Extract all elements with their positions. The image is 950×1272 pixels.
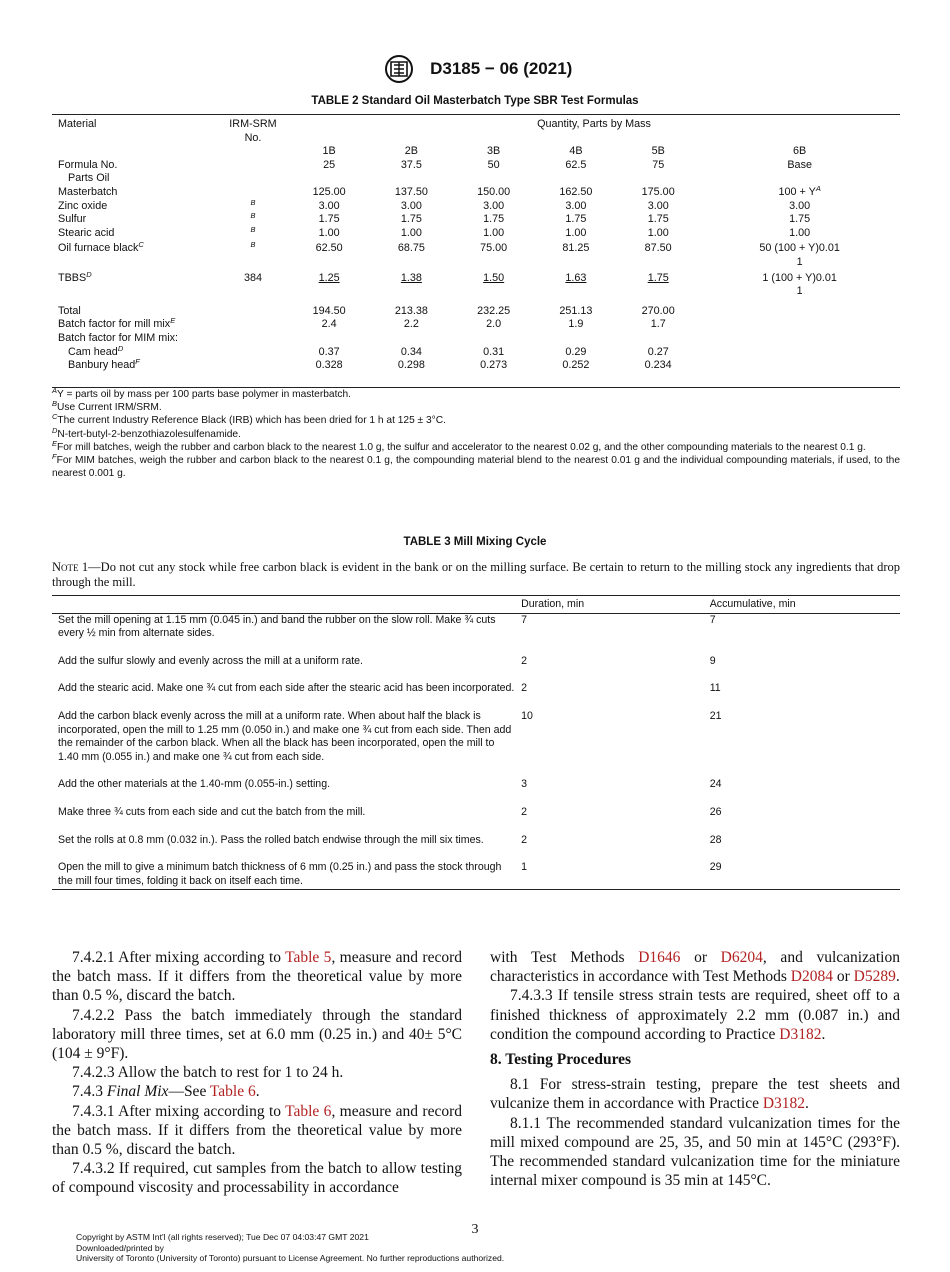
value-cell: 3.00	[565, 199, 587, 212]
value-cell: 2.2	[403, 318, 419, 331]
value-cell: 1	[796, 285, 803, 298]
note-label: Note 1	[52, 560, 89, 574]
table-row	[52, 159, 900, 173]
value-cell: 1.63	[565, 271, 587, 284]
footnote-mark: B	[250, 240, 256, 250]
value-cell	[288, 172, 370, 186]
body-left-column	[52, 948, 462, 1198]
material-cell: Oil furnace black$^C$	[58, 240, 144, 255]
value-cell	[699, 359, 900, 387]
table-row	[52, 806, 900, 834]
footnote-mark: A	[52, 386, 58, 395]
value-cell: 2.4	[321, 318, 337, 331]
footnote: $^B$Use Current IRM/SRM.	[52, 399, 162, 414]
link-d5289[interactable]: D5289	[853, 968, 896, 986]
value-cell: 213.38	[394, 304, 428, 317]
value-cell	[617, 285, 699, 299]
table-row	[52, 299, 900, 319]
irm-cell: 384	[243, 271, 262, 284]
para-7-4-3-3: 7.4.3.3 If tensile stress strain tests are required, sheet off to a finished thickness of approximately 2.2 mm (0.087 in.) and condition the compound according to Practice D3182.	[490, 987, 900, 1043]
link-table-6[interactable]: Table 6	[209, 1083, 256, 1101]
accum-cell: 26	[709, 805, 722, 818]
para-7-4-3: 7.4.3 Final Mix—See Table 6.	[72, 1083, 260, 1101]
material-cell: Stearic acid	[58, 226, 115, 239]
material-cell: Cam head$^D$	[68, 343, 124, 358]
footnote-mark: E	[52, 438, 58, 448]
table3-note	[52, 560, 900, 590]
value-cell: 0.31	[483, 345, 505, 358]
value-cell: 1.75	[318, 213, 340, 226]
link-d1646[interactable]: D1646	[638, 949, 681, 966]
value-cell	[535, 172, 617, 186]
accum-cell: 28	[709, 833, 722, 846]
irm-cell	[218, 240, 288, 256]
table-row	[52, 285, 900, 299]
table-row	[52, 613, 900, 655]
value-cell	[535, 285, 617, 299]
table3	[52, 595, 900, 890]
value-cell	[535, 256, 617, 270]
para-8-1: 8.1 For stress-strain testing, prepare the test sheets and vulcanize them in accordance with Practice D3182.	[490, 1076, 900, 1113]
table2-title: TABLE 2 Standard Oil Masterbatch Type SBR Test Formulas	[311, 95, 639, 107]
value-cell: 1	[796, 255, 803, 268]
material-cell: Formula No.	[58, 158, 118, 171]
value-cell: 1.00	[565, 226, 587, 239]
duration-cell: 3	[521, 778, 527, 791]
accum-cell: 7	[709, 613, 716, 626]
page-number: 3	[471, 1222, 479, 1237]
value-cell: 81.25	[562, 242, 590, 255]
value-cell: 137.50	[394, 185, 428, 198]
para-7-4-3-2: 7.4.3.2 If required, cut samples from the batch to allow testing of compound viscosity and processability in accordance	[52, 1160, 462, 1197]
value-cell	[370, 332, 452, 346]
duration-cell: 2	[521, 654, 527, 667]
note-text: —Do not cut any stock while free carbon black is evident in the bank or on the milling surface. Be certain to return to the milling stock any ingredients that drop through the mill.	[52, 560, 900, 589]
table-row	[52, 227, 900, 241]
step-cell: Add the carbon black evenly across the mill at a uniform rate. When about half the black is incorporated, open the mill to 1.25 mm (0.050 in.) and make one ¾ cut from each side. Then add the remainder of the carbon black. When all the black has been incorporated, open the mill to 1.40 mm (0.055 in.) and make one ¾ cut from each side.	[58, 709, 512, 763]
value-cell: 1.00	[318, 226, 340, 239]
value-cell: 1.00	[400, 226, 422, 239]
table-row	[52, 172, 900, 186]
value-cell	[535, 332, 617, 346]
footnote-mark: F	[135, 357, 140, 367]
table2	[52, 114, 900, 388]
duration-cell: 2	[521, 805, 527, 818]
link-d3182-b[interactable]: D3182	[762, 1095, 806, 1113]
astm-logo-icon	[378, 54, 420, 84]
value-cell: 3.00	[789, 199, 811, 212]
value-cell: 1.00	[483, 226, 505, 239]
footnote-mark: D	[117, 343, 124, 353]
value-cell: 3.00	[483, 199, 505, 212]
footnote-mark: E	[170, 316, 176, 326]
col-duration-header: Duration, min	[521, 596, 710, 614]
value-cell: 3.00	[647, 199, 669, 212]
value-cell: 3.00	[400, 199, 422, 212]
value-cell: 150.00	[477, 185, 511, 198]
value-cell: 1.75	[647, 213, 669, 226]
footnote-mark: A	[815, 183, 821, 193]
accum-cell: 11	[709, 682, 721, 695]
col-quantity-header: Quantity, Parts by Mass	[288, 115, 900, 146]
accum-cell: 29	[710, 861, 900, 890]
value-cell: 1.75	[789, 213, 811, 226]
footnote: $^D$N-tert-butyl-2-benzothiazolesulfenamide.	[52, 425, 241, 440]
duration-cell: 7	[521, 613, 527, 626]
value-cell	[370, 285, 452, 299]
value-cell	[699, 172, 900, 186]
document-id: D3185 − 06 (2021)	[430, 59, 573, 78]
irm-cell	[218, 318, 288, 332]
footnote-mark: D	[52, 425, 58, 435]
irm-cell	[218, 172, 288, 186]
formula-header: 2B	[404, 145, 418, 158]
formula-header: 3B	[487, 145, 501, 158]
value-cell	[453, 256, 535, 270]
value-cell: 25	[323, 158, 336, 171]
value-cell: 62.50	[315, 242, 343, 255]
irm-cell	[218, 256, 288, 270]
table-row	[52, 359, 900, 387]
material-cell: Banbury head$^F$	[52, 359, 218, 387]
value-cell: 0.27	[647, 345, 669, 358]
value-cell	[699, 332, 900, 346]
material-cell: Total	[58, 304, 81, 317]
value-cell: 0.298	[370, 359, 452, 387]
step-cell: Add the stearic acid. Make one ¾ cut from each side after the stearic acid has been incorporated.	[58, 682, 515, 695]
link-table-6-b[interactable]: Table 6	[285, 1102, 332, 1120]
col-accum-header: Accumulative, min	[710, 596, 900, 614]
table2-body	[52, 159, 900, 387]
value-cell	[288, 256, 370, 270]
value-cell: 0.273	[453, 359, 535, 387]
footnote: $^F$For MIM batches, weigh the rubber and carbon black to the nearest 0.1 g, the compounding material blend to the nearest 0.01 g and the individual compounding materials, if used, to the nearest 0.001 g.	[52, 452, 900, 480]
table-row	[52, 834, 900, 862]
value-cell: Base	[787, 158, 812, 171]
value-cell: 68.75	[397, 242, 425, 255]
material-cell: $TBBS^D$	[58, 269, 92, 284]
para-7-4-3-1: 7.4.3.1 After mixing according to Table 6, measure and record the batch mass. If it differs from the theoretical value by more than 0.5 %, discard the batch.	[52, 1102, 463, 1159]
table-row	[52, 213, 900, 227]
value-cell: 1.00	[789, 226, 811, 239]
table-row	[52, 655, 900, 683]
value-cell	[617, 172, 699, 186]
value-cell: 75.00	[480, 242, 508, 255]
value-cell	[699, 346, 900, 360]
material-cell	[52, 256, 218, 270]
value-cell: 1.75	[483, 213, 505, 226]
table-row	[52, 332, 900, 346]
step-cell: Make three ¾ cuts from each side and cut the batch from the mill.	[58, 805, 366, 818]
page-header	[0, 54, 950, 86]
value-cell: 1.25	[318, 271, 340, 284]
step-cell: Set the mill opening at 1.15 mm (0.045 in.) and band the rubber on the slow roll. Make ¾ cuts every ½ min from alternate sides.	[58, 613, 496, 640]
table-row	[52, 861, 900, 890]
value-cell: 232.25	[477, 304, 511, 317]
value-cell: 0.252	[535, 359, 617, 387]
accum-cell: 21	[709, 709, 722, 722]
table3-body	[52, 613, 900, 890]
table-row	[52, 200, 900, 214]
material-cell: Batch factor for MIM mix:	[58, 331, 178, 344]
material-cell: Batch factor for mill mix$^E$	[58, 316, 176, 331]
value-cell: 1.75	[400, 213, 422, 226]
step-cell: Add the other materials at the 1.40-mm (0.055-in.) setting.	[58, 778, 331, 791]
duration-cell: 1	[521, 861, 710, 890]
table-row	[52, 240, 900, 256]
value-cell: 87.50	[644, 242, 672, 255]
irm-cell	[218, 346, 288, 360]
step-cell: Open the mill to give a minimum batch thickness of 6 mm (0.25 in.) and pass the stock through the mill four times, folding it back on itself each time.	[52, 861, 521, 890]
table-row	[52, 186, 900, 200]
footnote: $^C$The current Industry Reference Black (IRB) which has been dried for 1 h at 125 ± 3°C.	[52, 412, 446, 427]
table-row	[52, 256, 900, 270]
value-cell	[699, 318, 900, 332]
value-cell: 37.5	[400, 158, 422, 171]
value-cell: 251.13	[559, 304, 593, 317]
value-cell: 1.75	[565, 213, 587, 226]
copyright-notice: Copyright by ASTM Int'l (all rights reserved); Tue Dec 07 04:03:47 GMT 2021 Downloaded/printed by University of Toronto (University of Toronto) pursuant to License Agreement. No further reproductions authorized.	[76, 1232, 505, 1264]
material-cell	[52, 285, 218, 299]
duration-cell: 10	[521, 709, 533, 722]
value-cell	[370, 172, 452, 186]
value-cell	[453, 172, 535, 186]
footnote-mark: D	[86, 269, 92, 279]
footnote-mark: F	[52, 452, 57, 462]
para-7-4-3-2-cont: with Test Methods D1646 or D6204, and vulcanization characteristics in accordance with Test Methods D2084 or D5289.	[490, 949, 900, 986]
table-row	[52, 778, 900, 806]
para-8-1-1: 8.1.1 The recommended standard vulcanization times for the mill mixed compound are 25, 35, and 50 min at 145°C (293°F). The recommended standard vulcanization time for the miniature internal mixer compound is 35 min at 145°C.	[490, 1114, 900, 1190]
irm-cell	[218, 285, 288, 299]
value-cell: 194.50	[312, 304, 346, 317]
value-cell: 1.7	[650, 318, 666, 331]
value-cell: 62.5	[565, 158, 587, 171]
value-cell	[617, 256, 699, 270]
body-right-column	[490, 948, 900, 1190]
col-irm-header: IRM-SRM No.	[218, 115, 288, 146]
link-table-5[interactable]: Table 5	[285, 949, 332, 966]
irm-cell	[218, 359, 288, 387]
formula-header: 6B	[793, 145, 807, 158]
table-row	[52, 270, 900, 286]
footnote-mark: C	[138, 240, 144, 250]
step-cell: Add the sulfur slowly and evenly across the mill at a uniform rate.	[58, 654, 364, 667]
duration-cell: 2	[521, 833, 527, 846]
value-cell	[699, 299, 900, 319]
footnote-mark: B	[250, 211, 256, 221]
value-cell: 1.50	[483, 271, 505, 284]
value-cell: 0.37	[318, 345, 340, 358]
material-cell: Masterbatch	[58, 185, 118, 198]
irm-cell	[218, 159, 288, 173]
table2-footnotes	[52, 388, 900, 480]
accum-cell: 24	[709, 778, 722, 791]
footnote: $^A$Y = parts oil by mass per 100 parts base polymer in masterbatch.	[52, 386, 351, 400]
table3-title: TABLE 3 Mill Mixing Cycle	[403, 536, 547, 548]
formula-header: 1B	[322, 145, 336, 158]
material-cell: Parts Oil	[68, 172, 110, 185]
value-cell: 1 (100 + Y)0.01	[762, 271, 837, 284]
irm-cell	[218, 299, 288, 319]
value-cell	[453, 285, 535, 299]
value-cell: 3.00	[318, 199, 340, 212]
para-7-4-2-2: 7.4.2.2 Pass the batch immediately through the standard laboratory mill three times, set at 6.0 mm (0.25 in.) and 40± 5°C (104 ± 9°F).	[52, 1006, 462, 1063]
value-cell: $100 + Y^A$	[778, 183, 821, 198]
link-d2084[interactable]: D2084	[790, 968, 833, 986]
value-cell: 0.29	[565, 345, 587, 358]
material-cell: Sulfur	[58, 213, 87, 226]
step-cell: Set the rolls at 0.8 mm (0.032 in.). Pass the rolled batch endwise through the mill six times.	[58, 833, 484, 846]
value-cell: 125.00	[312, 185, 346, 198]
value-cell: 1.38	[400, 271, 422, 284]
table-row	[52, 346, 900, 360]
value-cell: 0.328	[288, 359, 370, 387]
value-cell: 75	[652, 158, 665, 171]
value-cell: 1.9	[568, 318, 584, 331]
duration-cell: 2	[521, 682, 527, 695]
irm-cell	[218, 224, 288, 241]
footnote-mark: C	[52, 412, 58, 422]
link-d3182[interactable]: D3182	[779, 1025, 822, 1043]
value-cell: 1.75	[647, 271, 669, 284]
para-7-4-2-1: 7.4.2.1 After mixing according to Table 5, measure and record the batch mass. If it differs from the theoretical value by more than 0.5 %, discard the batch.	[52, 949, 463, 1005]
value-cell: 1.00	[647, 226, 669, 239]
table-row	[52, 710, 900, 778]
footnote-mark: B	[52, 399, 58, 409]
value-cell: 50	[487, 158, 500, 171]
value-cell	[288, 332, 370, 346]
accum-cell: 9	[709, 654, 716, 667]
footnote-mark: B	[250, 224, 256, 234]
value-cell	[370, 256, 452, 270]
table-row	[52, 318, 900, 332]
value-cell: 2.0	[486, 318, 502, 331]
formula-header-row	[52, 145, 900, 159]
col-material-header: Material	[52, 115, 218, 146]
value-cell: 50 (100 + Y)0.01	[759, 242, 840, 255]
value-cell: 175.00	[641, 185, 675, 198]
value-cell: 270.00	[641, 304, 675, 317]
value-cell	[288, 285, 370, 299]
value-cell	[453, 332, 535, 346]
value-cell: 0.234	[617, 359, 699, 387]
section-8-heading: 8. Testing Procedures	[490, 1051, 632, 1069]
table-row	[52, 682, 900, 710]
value-cell: 162.50	[559, 185, 593, 198]
irm-cell	[218, 332, 288, 346]
footnote: $^E$For mill batches, weigh the rubber and carbon black to the nearest 1.0 g, the sulfur and accelerator to the nearest 0.02 g, and the other compounding materials to the nearest 0.1 g.	[52, 438, 866, 453]
formula-header: 5B	[651, 145, 665, 158]
link-d6204[interactable]: D6204	[720, 949, 763, 966]
material-cell: Zinc oxide	[58, 199, 108, 212]
formula-header: 4B	[569, 145, 583, 158]
para-7-4-2-3: 7.4.2.3 Allow the batch to rest for 1 to 24 h.	[72, 1064, 344, 1082]
value-cell: 0.34	[400, 345, 422, 358]
footnote-mark: B	[250, 197, 256, 207]
value-cell	[617, 332, 699, 346]
